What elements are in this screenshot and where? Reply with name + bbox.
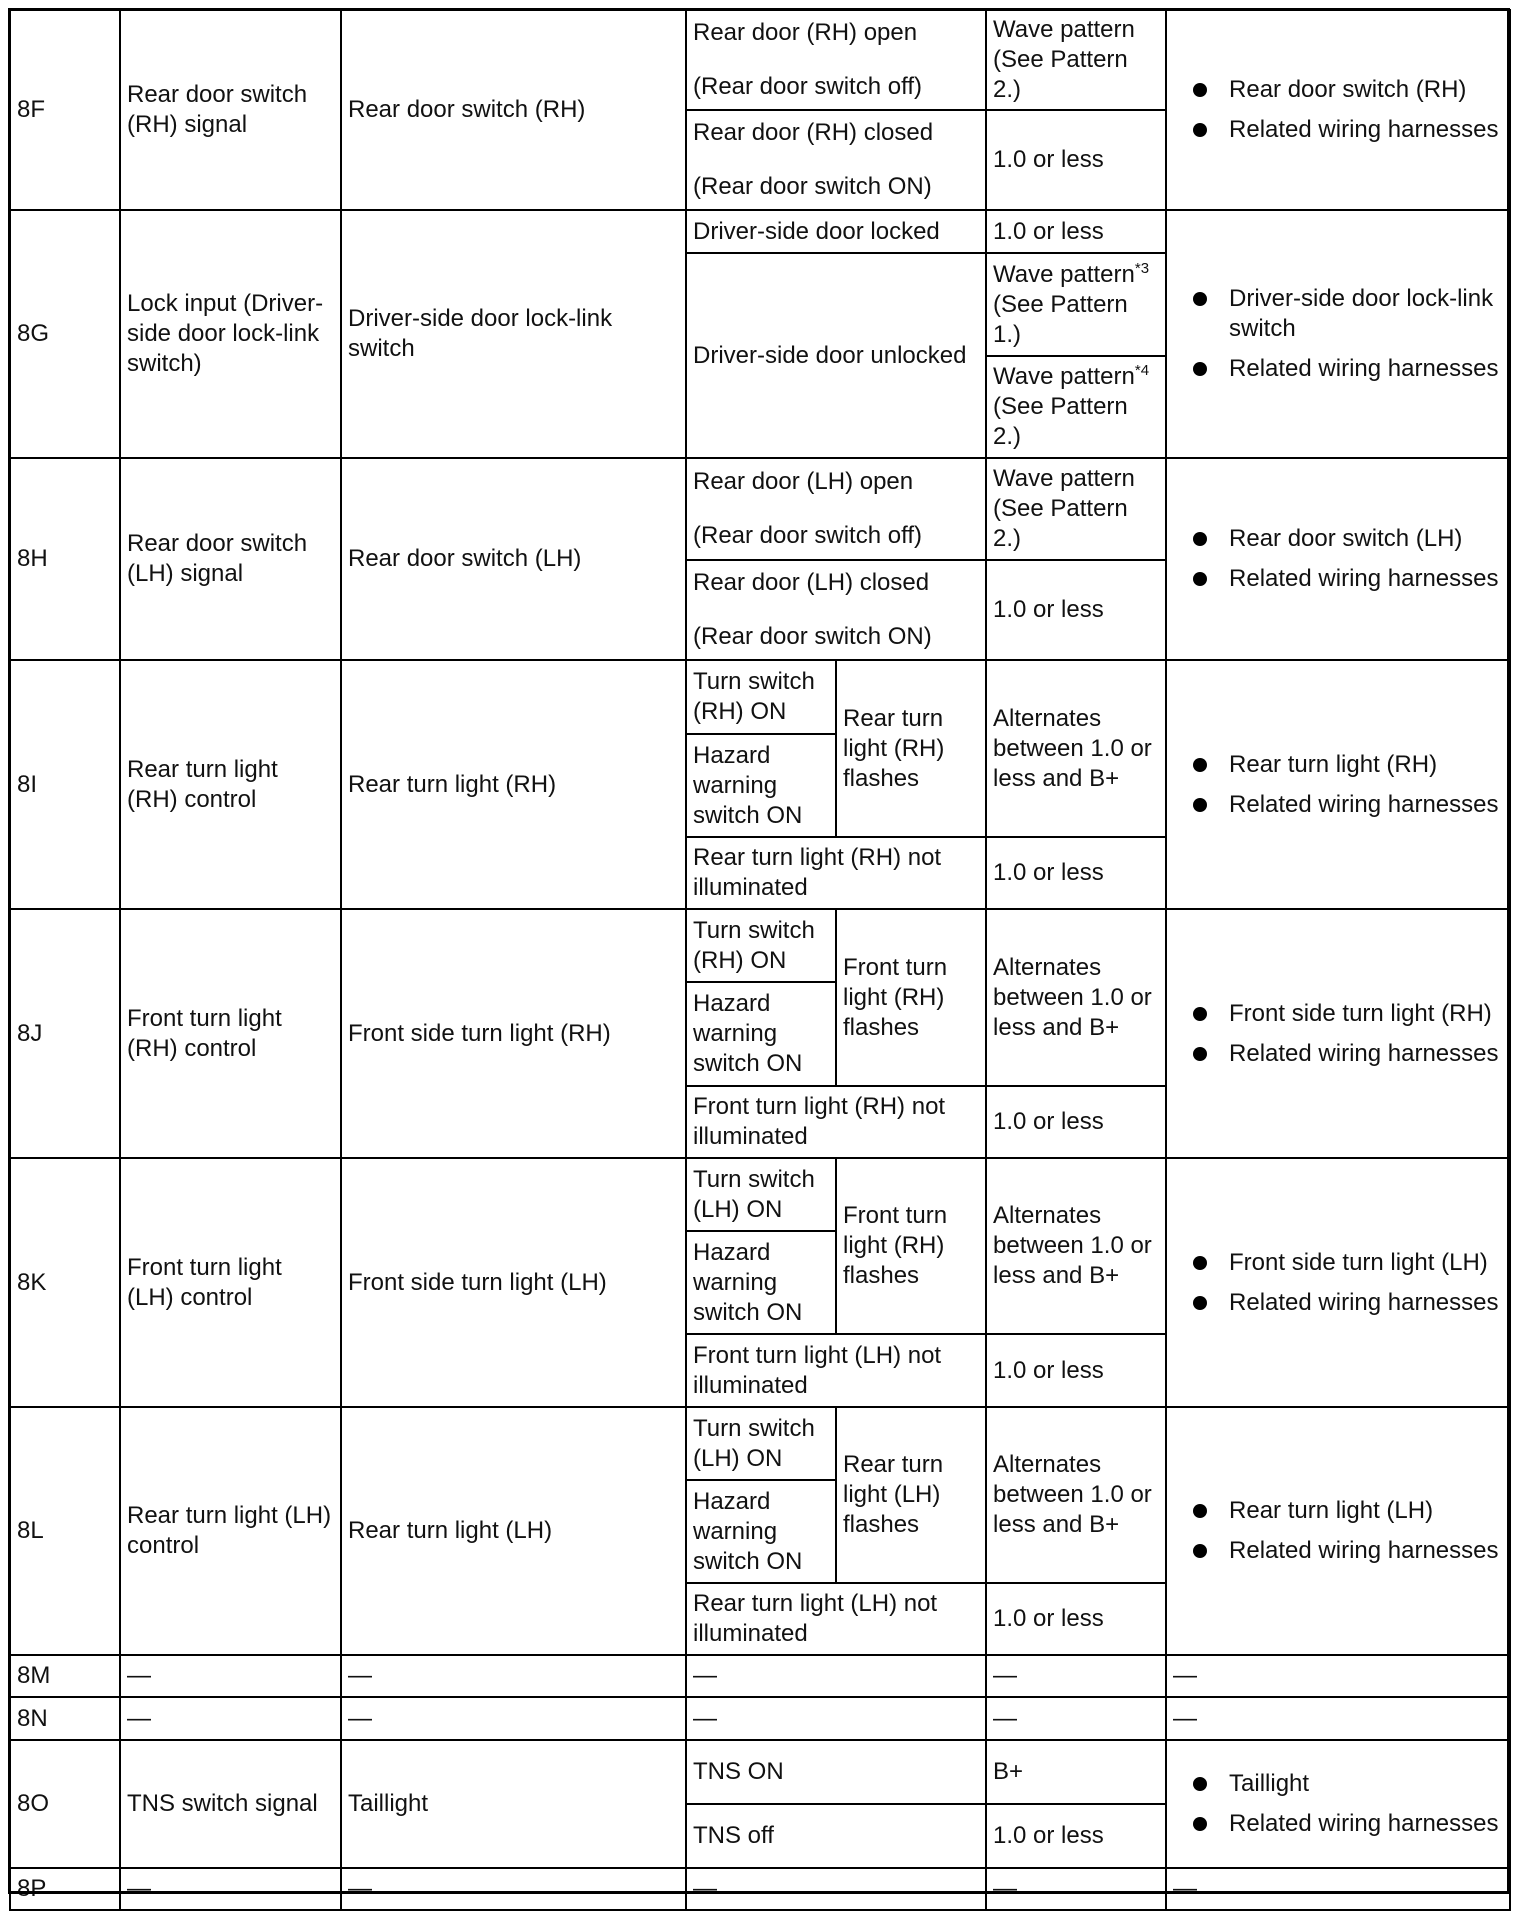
- condition-cell: Rear turn light (LH) not illuminated: [686, 1583, 986, 1655]
- standard-cell: Alternates between 1.0 or less and B+: [986, 1158, 1166, 1334]
- connected-to-cell: Driver-side door lock-link switch: [341, 210, 686, 458]
- standard-cell: 1.0 or less: [986, 1086, 1166, 1158]
- cause-item: Front side turn light (RH): [1193, 999, 1503, 1029]
- condition-result-cell: Rear turn light (RH) flashes: [836, 660, 986, 837]
- standard-text: Wave pattern: [993, 260, 1135, 288]
- table-row: [10, 10, 1510, 110]
- signal-cell: Rear door switch (RH) signal: [120, 10, 341, 210]
- cause-cell: [1166, 909, 1510, 1158]
- cause-cell: [1166, 458, 1510, 660]
- condition-result-cell: Front turn light (RH) flashes: [836, 909, 986, 1086]
- condition-cell: Turn switch (LH) ON: [686, 1158, 836, 1231]
- standard-text: Wave pattern: [993, 363, 1135, 390]
- cause-item: Rear door switch (RH): [1193, 75, 1503, 105]
- table-row: [10, 1740, 1510, 1804]
- cause-list: [1173, 1496, 1503, 1566]
- standard-cell: Alternates between 1.0 or less and B+: [986, 909, 1166, 1086]
- signal-cell: Front turn light (LH) control: [120, 1158, 341, 1407]
- standard-cell: Wave pattern (See Pattern 2.): [986, 458, 1166, 560]
- footnote-mark: *3: [1134, 259, 1150, 277]
- standard-cell: —: [986, 1655, 1166, 1697]
- cause-item: Related wiring harnesses: [1193, 1288, 1503, 1318]
- condition-cell: Rear turn light (RH) not illuminated: [686, 837, 986, 909]
- signal-cell: —: [120, 1868, 341, 1910]
- condition-line: (Rear door switch off): [693, 73, 922, 100]
- condition-line: (Rear door switch ON): [693, 173, 932, 200]
- terminal-cell: 8I: [10, 660, 120, 909]
- terminal-cell: 8M: [10, 1655, 120, 1697]
- cause-item: Driver-side door lock-link switch: [1193, 284, 1503, 344]
- standard-text: (See Pattern 1.): [993, 290, 1128, 348]
- terminal-cell: 8K: [10, 1158, 120, 1407]
- signal-cell: Lock input (Driver-side door lock-link switch): [120, 210, 341, 458]
- cause-list: [1173, 1248, 1503, 1318]
- standard-cell: B+: [986, 1740, 1166, 1804]
- standard-cell: [986, 356, 1166, 458]
- condition-result-cell: Rear turn light (LH) flashes: [836, 1407, 986, 1583]
- condition-cell: Hazard warning switch ON: [686, 734, 836, 837]
- condition-line: Rear door (LH) open: [693, 468, 914, 495]
- connected-to-cell: Rear turn light (LH): [341, 1407, 686, 1655]
- terminal-inspection-table: [9, 9, 1511, 1911]
- connected-to-cell: Front side turn light (LH): [341, 1158, 686, 1407]
- condition-cell: Hazard warning switch ON: [686, 982, 836, 1086]
- condition-line: Rear door (LH) closed: [693, 569, 930, 596]
- condition-cell: TNS off: [686, 1804, 986, 1868]
- terminal-cell: 8H: [10, 458, 120, 660]
- connected-to-cell: Taillight: [341, 1740, 686, 1868]
- condition-cell: [686, 458, 986, 560]
- standard-cell: 1.0 or less: [986, 837, 1166, 909]
- signal-cell: —: [120, 1655, 341, 1697]
- signal-cell: Rear turn light (RH) control: [120, 660, 341, 909]
- terminal-cell: 8J: [10, 909, 120, 1158]
- cause-cell: [1166, 1158, 1510, 1407]
- signal-cell: Rear door switch (LH) signal: [120, 458, 341, 660]
- standard-cell: Alternates between 1.0 or less and B+: [986, 1407, 1166, 1583]
- condition-line: Rear door (RH) closed: [693, 119, 934, 146]
- cause-item: Related wiring harnesses: [1193, 115, 1503, 145]
- cause-item: Related wiring harnesses: [1193, 1809, 1503, 1839]
- table-row: [10, 210, 1510, 253]
- cause-cell: [1166, 1740, 1510, 1868]
- signal-cell: —: [120, 1697, 341, 1740]
- cause-cell: —: [1166, 1697, 1510, 1740]
- standard-cell: 1.0 or less: [986, 1583, 1166, 1655]
- condition-cell: [686, 110, 986, 210]
- signal-cell: Rear turn light (LH) control: [120, 1407, 341, 1655]
- signal-cell: Front turn light (RH) control: [120, 909, 341, 1158]
- cause-cell: [1166, 660, 1510, 909]
- condition-line: Rear door (RH) open: [693, 19, 918, 46]
- table-row: [10, 1407, 1510, 1480]
- condition-cell: Turn switch (RH) ON: [686, 909, 836, 982]
- condition-cell: [686, 560, 986, 660]
- terminal-cell: 8F: [10, 10, 120, 210]
- condition-cell: —: [686, 1655, 986, 1697]
- footnote-mark: *4: [1134, 362, 1150, 379]
- standard-cell: [986, 253, 1166, 356]
- cause-cell: [1166, 210, 1510, 458]
- cause-list: [1173, 750, 1503, 820]
- table-row: [10, 1697, 1510, 1740]
- condition-cell: —: [686, 1868, 986, 1910]
- terminal-cell: 8N: [10, 1697, 120, 1740]
- condition-result-cell: Front turn light (RH) flashes: [836, 1158, 986, 1334]
- terminal-cell: 8G: [10, 210, 120, 458]
- table-row: [10, 458, 1510, 560]
- cause-item: Related wiring harnesses: [1193, 790, 1503, 820]
- connected-to-cell: —: [341, 1697, 686, 1740]
- terminal-cell: 8P: [10, 1868, 120, 1910]
- connected-to-cell: Front side turn light (RH): [341, 909, 686, 1158]
- cause-list: [1173, 1769, 1503, 1839]
- condition-cell: Turn switch (LH) ON: [686, 1407, 836, 1480]
- cause-cell: [1166, 1407, 1510, 1655]
- standard-cell: —: [986, 1868, 1166, 1910]
- cause-item: Related wiring harnesses: [1193, 354, 1503, 384]
- cause-list: [1173, 75, 1503, 145]
- cause-item: Rear turn light (RH): [1193, 750, 1503, 780]
- table-row: [10, 1868, 1510, 1910]
- condition-cell: Hazard warning switch ON: [686, 1231, 836, 1334]
- standard-cell: 1.0 or less: [986, 1334, 1166, 1407]
- table-row: [10, 1158, 1510, 1231]
- condition-cell: Turn switch (RH) ON: [686, 660, 836, 734]
- cause-item: Taillight: [1193, 1769, 1503, 1799]
- cause-item: Related wiring harnesses: [1193, 1536, 1503, 1566]
- condition-line: (Rear door switch ON): [693, 623, 932, 650]
- cause-item: Rear door switch (LH): [1193, 524, 1503, 554]
- condition-cell: [686, 10, 986, 110]
- standard-cell: 1.0 or less: [986, 210, 1166, 253]
- condition-cell: Front turn light (RH) not illuminated: [686, 1086, 986, 1158]
- condition-cell: Front turn light (LH) not illuminated: [686, 1334, 986, 1407]
- table-row: [10, 1655, 1510, 1697]
- condition-cell: TNS ON: [686, 1740, 986, 1804]
- cause-cell: [1166, 10, 1510, 210]
- standard-cell: Alternates between 1.0 or less and B+: [986, 660, 1166, 837]
- standard-cell: —: [986, 1697, 1166, 1740]
- cause-list: [1173, 524, 1503, 594]
- condition-cell: —: [686, 1697, 986, 1740]
- standard-cell: 1.0 or less: [986, 110, 1166, 210]
- connected-to-cell: —: [341, 1868, 686, 1910]
- terminal-cell: 8O: [10, 1740, 120, 1868]
- cause-cell: —: [1166, 1868, 1510, 1910]
- connected-to-cell: Rear door switch (LH): [341, 458, 686, 660]
- table-row: [10, 909, 1510, 982]
- cause-list: [1173, 999, 1503, 1069]
- cause-item: Rear turn light (LH): [1193, 1496, 1503, 1526]
- cause-cell: —: [1166, 1655, 1510, 1697]
- terminal-cell: 8L: [10, 1407, 120, 1655]
- standard-cell: 1.0 or less: [986, 560, 1166, 660]
- condition-cell: Hazard warning switch ON: [686, 1480, 836, 1583]
- cause-list: [1173, 284, 1503, 384]
- signal-cell: TNS switch signal: [120, 1740, 341, 1868]
- condition-cell: Driver-side door unlocked: [686, 253, 986, 458]
- cause-item: Related wiring harnesses: [1193, 1039, 1503, 1069]
- table-row: [10, 660, 1510, 734]
- condition-cell: Driver-side door locked: [686, 210, 986, 253]
- cause-item: Related wiring harnesses: [1193, 564, 1503, 594]
- connected-to-cell: —: [341, 1655, 686, 1697]
- standard-cell: 1.0 or less: [986, 1804, 1166, 1868]
- standard-cell: Wave pattern (See Pattern 2.): [986, 10, 1166, 110]
- connected-to-cell: Rear door switch (RH): [341, 10, 686, 210]
- connected-to-cell: Rear turn light (RH): [341, 660, 686, 909]
- cause-item: Front side turn light (LH): [1193, 1248, 1503, 1278]
- standard-text: (See Pattern 2.): [993, 393, 1128, 450]
- condition-line: (Rear door switch off): [693, 522, 922, 549]
